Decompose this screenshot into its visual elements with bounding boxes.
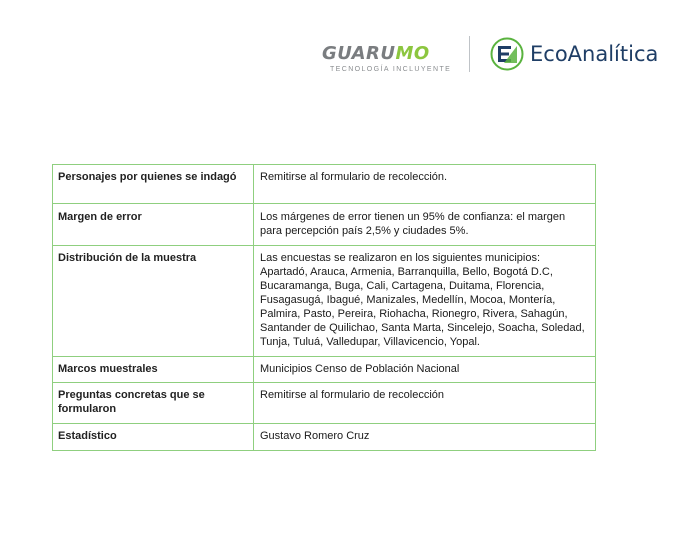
ecoanalitica-name: EcoAnalítica	[530, 42, 659, 66]
row-value: Remitirse al formulario de recolección	[254, 383, 596, 424]
table-row	[53, 357, 596, 383]
technical-sheet-table	[52, 164, 596, 451]
table-row	[53, 165, 596, 204]
row-label: Personajes por quienes se indagó	[53, 165, 254, 204]
guarumo-logo	[322, 44, 456, 78]
row-label: Marcos muestrales	[53, 357, 254, 383]
row-label: Estadístico	[53, 424, 254, 451]
ecoanalitica-mark-icon	[490, 37, 524, 71]
table-row	[53, 424, 596, 451]
row-label: Distribución de la muestra	[53, 246, 254, 357]
guarumo-name-main: GUARU	[322, 43, 396, 64]
guarumo-wordmark	[322, 44, 430, 64]
row-label: Margen de error	[53, 204, 254, 246]
guarumo-tagline: TECNOLOGÍA INCLUYENTE	[330, 66, 452, 73]
row-label: Preguntas concretas que se formularon	[53, 383, 254, 424]
row-value: Municipios Censo de Población Nacional	[254, 357, 596, 383]
row-value: Los márgenes de error tienen un 95% de confianza: el margen para percepción país 2,5% y ciudades 5%.	[254, 204, 596, 246]
row-value: Las encuestas se realizaron en los siguientes municipios: Apartadó, Arauca, Armenia, Barranquilla, Bello, Bogotá D.C, Bucaramanga, Buga, Cali, Cartagena, Duitama, Florencia, Fusagasugá, Ibagué, Manizales, Medellín, Mocoa, Montería, Palmira, Pasto, Pereira, Riohacha, Rionegro, Rivera, Sahagún, Santander de Quilichao, Santa Marta, Sincelejo, Soacha, Soledad, Tunja, Tuluá, Valledupar, Villavicencio, Yopal.	[254, 246, 596, 357]
table-row	[53, 246, 596, 357]
row-value: Gustavo Romero Cruz	[254, 424, 596, 451]
row-value: Remitirse al formulario de recolección.	[254, 165, 596, 204]
guarumo-name-accent: MO	[395, 43, 430, 64]
table-row	[53, 204, 596, 246]
logo-divider	[469, 36, 470, 72]
table-row	[53, 383, 596, 424]
ecoanalitica-logo	[490, 36, 658, 72]
